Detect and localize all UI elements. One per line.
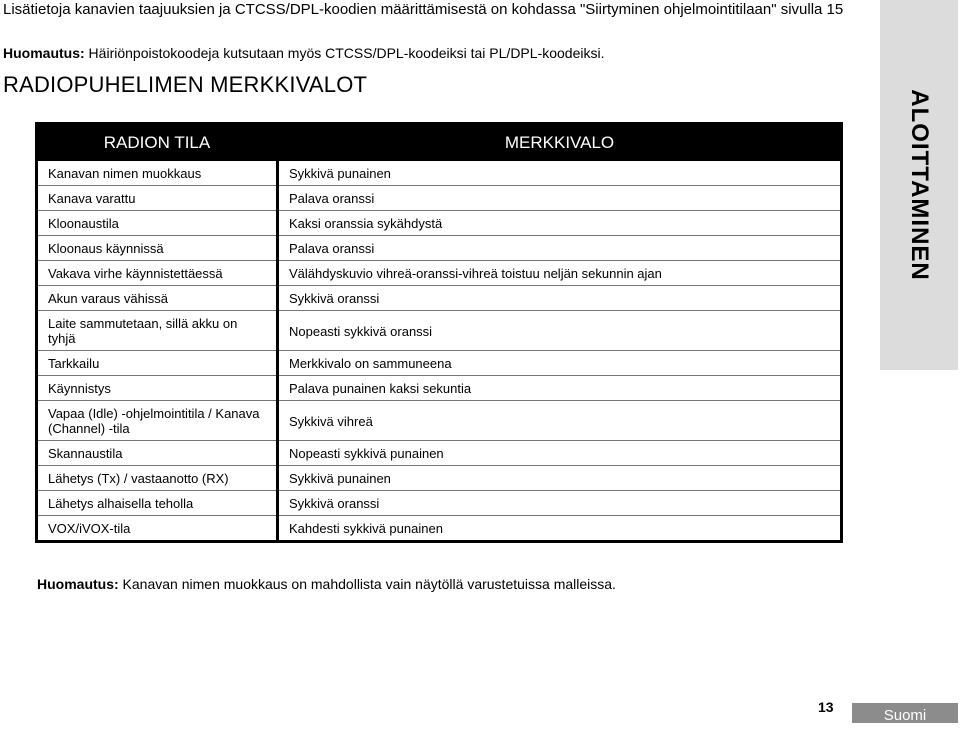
led-cell: Palava oranssi: [278, 186, 841, 211]
table-row: [38, 161, 840, 186]
table-row: [38, 351, 840, 376]
section-side-tab: [880, 0, 958, 370]
led-table: [35, 122, 843, 543]
footer-note-text: Kanavan nimen muokkaus on mahdollista vain näytöllä varustetuissa malleissa.: [118, 576, 616, 592]
radio-state-cell: Kanavan nimen muokkaus: [38, 161, 278, 186]
table-row: [38, 261, 840, 286]
radio-state-cell: Kloonaus käynnissä: [38, 236, 278, 261]
footer-note-label: Huomautus:: [37, 576, 119, 592]
led-cell: Sykkivä oranssi: [278, 286, 841, 311]
note-text: Häiriönpoistokoodeja kutsutaan myös CTCSS/DPL-koodeiksi tai PL/DPL-koodeiksi.: [84, 45, 605, 61]
intro-text: Lisätietoja kanavien taajuuksien ja CTCSS/DPL-koodien määrittämisestä on kohdassa "Siirtyminen ohjelmointitilaan" sivulla 15: [3, 1, 844, 18]
radio-state-cell: Vakava virhe käynnistettäessä: [38, 261, 278, 286]
led-cell: Nopeasti sykkivä oranssi: [278, 311, 841, 351]
table-row: [38, 376, 840, 401]
table-row: [38, 491, 840, 516]
language-tab: Suomi: [852, 703, 958, 723]
page-number: 13: [818, 699, 834, 715]
radio-state-cell: Käynnistys: [38, 376, 278, 401]
led-cell: Kahdesti sykkivä punainen: [278, 516, 841, 541]
led-cell: Palava oranssi: [278, 236, 841, 261]
led-cell: Sykkivä punainen: [289, 166, 391, 181]
radio-state-cell: Vapaa (Idle) -ohjelmointitila / Kanava (Channel) -tila: [38, 401, 278, 441]
radio-state-cell: Kloonaustila: [38, 211, 278, 236]
table-row: [38, 441, 840, 466]
footer-note: [37, 576, 616, 592]
radio-state-cell: Akun varaus vähissä: [38, 286, 278, 311]
table-row: [38, 401, 840, 441]
led-cell: Sykkivä punainen: [278, 466, 841, 491]
column-header-radio-state: RADION TILA: [38, 125, 278, 161]
table-row: [38, 466, 840, 491]
side-tab-label: ALOITTAMINEN: [906, 89, 933, 281]
radio-state-cell: VOX/iVOX-tila: [38, 516, 278, 541]
led-cell: Sykkivä oranssi: [278, 491, 841, 516]
note-label: Huomautus:: [3, 45, 85, 61]
radio-state-cell: Kanava varattu: [38, 186, 278, 211]
led-cell: Palava punainen kaksi sekuntia: [278, 376, 841, 401]
led-cell: Nopeasti sykkivä punainen: [278, 441, 841, 466]
led-cell: Kaksi oranssia sykähdystä: [278, 211, 841, 236]
radio-state-cell: Laite sammutetaan, sillä akku on tyhjä: [38, 311, 278, 351]
note: [3, 45, 604, 61]
led-cell: Merkkivalo on sammuneena: [278, 351, 841, 376]
radio-state-cell: Skannaustila: [38, 441, 278, 466]
table-row: [38, 516, 840, 541]
table-row: [38, 211, 840, 236]
table-row: [38, 236, 840, 261]
table-row: [38, 186, 840, 211]
column-header-led: MERKKIVALO: [278, 125, 841, 161]
radio-state-cell: Lähetys (Tx) / vastaanotto (RX): [38, 466, 278, 491]
radio-state-cell: Tarkkailu: [38, 351, 278, 376]
radio-state-cell: Lähetys alhaisella teholla: [38, 491, 278, 516]
table-row: [38, 286, 840, 311]
table-row: [38, 311, 840, 351]
led-cell: Välähdyskuvio vihreä-oranssi-vihreä toistuu neljän sekunnin ajan: [278, 261, 841, 286]
section-title: RADIOPUHELIMEN MERKKIVALOT: [3, 72, 368, 97]
led-cell: Sykkivä vihreä: [278, 401, 841, 441]
